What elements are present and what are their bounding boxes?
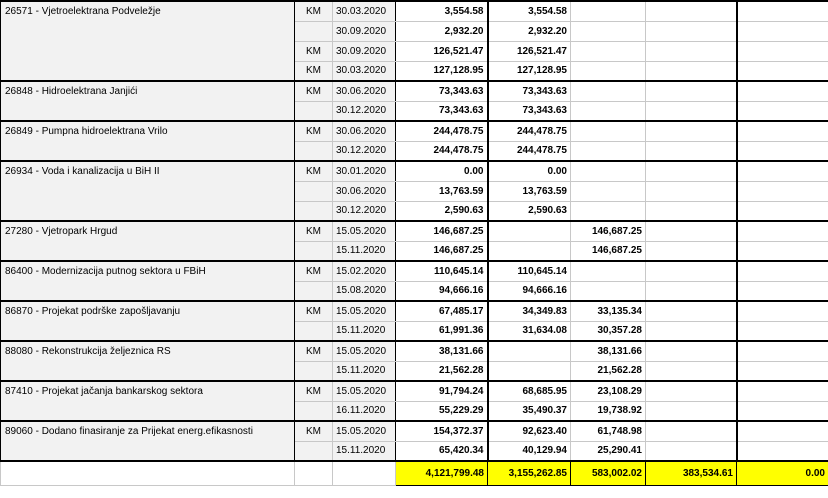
table-row — [1, 301, 828, 321]
total-installment-cell[interactable]: 91,794.24 — [396, 381, 488, 401]
principal-cell[interactable] — [488, 241, 571, 261]
total-installment-cell[interactable]: 3,554.58 — [396, 1, 488, 21]
column-4-cell[interactable] — [646, 401, 737, 421]
column-4-cell[interactable] — [646, 341, 737, 361]
total-installment-cell[interactable]: 146,687.25 — [396, 241, 488, 261]
total-installment-cell[interactable]: 126,521.47 — [396, 41, 488, 61]
project-name-cell[interactable]: 26934 - Voda i kanalizacija u BiH II — [1, 161, 295, 221]
due-date-cell[interactable]: 30.03.2020 — [333, 61, 396, 81]
due-date-cell[interactable]: 15.02.2020 — [333, 261, 396, 281]
column-5-cell[interactable] — [737, 41, 828, 61]
column-5-cell[interactable] — [737, 61, 828, 81]
interest-cell[interactable] — [571, 141, 646, 161]
column-5-cell[interactable] — [737, 441, 828, 461]
principal-cell[interactable]: 110,645.14 — [488, 261, 571, 281]
column-4-cell[interactable] — [646, 61, 737, 81]
total-installment-cell[interactable]: 0.00 — [396, 161, 488, 181]
project-name-cell[interactable]: 89060 - Dodano finasiranje za Prijekat energ.efikasnosti — [1, 421, 295, 461]
principal-cell[interactable]: 94,666.16 — [488, 281, 571, 301]
due-date-cell[interactable]: 15.05.2020 — [333, 341, 396, 361]
currency-cell[interactable]: KM — [295, 121, 333, 141]
column-5-cell[interactable] — [737, 161, 828, 181]
total-installment-cell[interactable]: 21,562.28 — [396, 361, 488, 381]
currency-cell[interactable]: KM — [295, 381, 333, 401]
table-row — [1, 261, 828, 281]
interest-cell[interactable]: 38,131.66 — [571, 341, 646, 361]
principal-cell[interactable]: 73,343.63 — [488, 101, 571, 121]
principal-cell[interactable]: 92,623.40 — [488, 421, 571, 441]
due-date-cell[interactable]: 15.11.2020 — [333, 361, 396, 381]
column-5-cell[interactable] — [737, 81, 828, 101]
interest-cell[interactable]: 25,290.41 — [571, 441, 646, 461]
currency-cell[interactable] — [295, 141, 333, 161]
total-v5-cell[interactable]: 0.00 — [737, 461, 828, 485]
total-v2-cell[interactable]: 3,155,262.85 — [488, 461, 571, 485]
principal-cell[interactable]: 31,634.08 — [488, 321, 571, 341]
currency-cell[interactable] — [295, 181, 333, 201]
total-installment-cell[interactable]: 154,372.37 — [396, 421, 488, 441]
column-4-cell[interactable] — [646, 221, 737, 241]
currency-cell[interactable] — [295, 201, 333, 221]
column-5-cell[interactable] — [737, 221, 828, 241]
currency-cell[interactable]: KM — [295, 1, 333, 21]
due-date-cell[interactable]: 30.09.2020 — [333, 41, 396, 61]
total-installment-cell[interactable]: 13,763.59 — [396, 181, 488, 201]
principal-cell[interactable]: 68,685.95 — [488, 381, 571, 401]
currency-cell[interactable] — [295, 281, 333, 301]
totals-empty-cell[interactable] — [333, 461, 396, 485]
table-row — [1, 161, 828, 181]
principal-cell[interactable]: 2,932.20 — [488, 21, 571, 41]
interest-cell[interactable] — [571, 1, 646, 21]
principal-cell[interactable]: 244,478.75 — [488, 121, 571, 141]
currency-cell[interactable]: KM — [295, 301, 333, 321]
column-4-cell[interactable] — [646, 241, 737, 261]
table-row — [1, 121, 828, 141]
interest-cell[interactable]: 61,748.98 — [571, 421, 646, 441]
project-name-cell[interactable]: 26849 - Pumpna hidroelektrana Vrilo — [1, 121, 295, 161]
due-date-cell[interactable]: 30.12.2020 — [333, 101, 396, 121]
interest-cell[interactable] — [571, 21, 646, 41]
interest-cell[interactable]: 33,135.34 — [571, 301, 646, 321]
project-name-cell[interactable]: 87410 - Projekat jačanja bankarskog sektora — [1, 381, 295, 421]
total-installment-cell[interactable]: 73,343.63 — [396, 81, 488, 101]
total-installment-cell[interactable]: 67,485.17 — [396, 301, 488, 321]
due-date-cell[interactable]: 16.11.2020 — [333, 401, 396, 421]
interest-cell[interactable]: 146,687.25 — [571, 241, 646, 261]
total-installment-cell[interactable]: 61,991.36 — [396, 321, 488, 341]
column-4-cell[interactable] — [646, 421, 737, 441]
currency-cell[interactable] — [295, 401, 333, 421]
due-date-cell[interactable]: 30.09.2020 — [333, 21, 396, 41]
due-date-cell[interactable]: 30.03.2020 — [333, 1, 396, 21]
interest-cell[interactable] — [571, 161, 646, 181]
currency-cell[interactable]: KM — [295, 41, 333, 61]
currency-cell[interactable]: KM — [295, 421, 333, 441]
total-installment-cell[interactable]: 55,229.29 — [396, 401, 488, 421]
project-name-cell[interactable]: 88080 - Rekonstrukcija željeznica RS — [1, 341, 295, 381]
currency-cell[interactable]: KM — [295, 261, 333, 281]
interest-cell[interactable]: 23,108.29 — [571, 381, 646, 401]
column-4-cell[interactable] — [646, 161, 737, 181]
column-5-cell[interactable] — [737, 341, 828, 361]
currency-cell[interactable] — [295, 441, 333, 461]
table-row — [1, 341, 828, 361]
principal-cell[interactable]: 35,490.37 — [488, 401, 571, 421]
totals-empty-cell[interactable] — [1, 461, 295, 485]
interest-cell[interactable] — [571, 121, 646, 141]
principal-cell[interactable]: 127,128.95 — [488, 61, 571, 81]
totals-empty-cell[interactable] — [295, 461, 333, 485]
column-5-cell[interactable] — [737, 121, 828, 141]
interest-cell[interactable] — [571, 201, 646, 221]
principal-cell[interactable]: 34,349.83 — [488, 301, 571, 321]
project-name-cell[interactable]: 27280 - Vjetropark Hrgud — [1, 221, 295, 261]
principal-cell[interactable]: 244,478.75 — [488, 141, 571, 161]
due-date-cell[interactable]: 15.05.2020 — [333, 301, 396, 321]
principal-cell[interactable]: 126,521.47 — [488, 41, 571, 61]
total-v1-cell[interactable]: 4,121,799.48 — [396, 461, 488, 485]
column-5-cell[interactable] — [737, 141, 828, 161]
currency-cell[interactable]: KM — [295, 161, 333, 181]
principal-cell[interactable] — [488, 341, 571, 361]
due-date-cell[interactable]: 15.08.2020 — [333, 281, 396, 301]
principal-cell[interactable] — [488, 361, 571, 381]
column-5-cell[interactable] — [737, 101, 828, 121]
column-5-cell[interactable] — [737, 401, 828, 421]
interest-cell[interactable] — [571, 261, 646, 281]
total-installment-cell[interactable]: 94,666.16 — [396, 281, 488, 301]
column-5-cell[interactable] — [737, 21, 828, 41]
due-date-cell[interactable]: 30.01.2020 — [333, 161, 396, 181]
due-date-cell[interactable]: 15.11.2020 — [333, 241, 396, 261]
table-row — [1, 221, 828, 241]
currency-cell[interactable]: KM — [295, 61, 333, 81]
currency-cell[interactable] — [295, 101, 333, 121]
column-4-cell[interactable] — [646, 321, 737, 341]
due-date-cell[interactable]: 30.12.2020 — [333, 201, 396, 221]
principal-cell[interactable]: 13,763.59 — [488, 181, 571, 201]
principal-cell[interactable] — [488, 221, 571, 241]
table-row — [1, 81, 828, 101]
column-4-cell[interactable] — [646, 381, 737, 401]
due-date-cell[interactable]: 30.06.2020 — [333, 81, 396, 101]
total-installment-cell[interactable]: 73,343.63 — [396, 101, 488, 121]
currency-cell[interactable] — [295, 241, 333, 261]
total-installment-cell[interactable]: 65,420.34 — [396, 441, 488, 461]
table-row — [1, 1, 828, 21]
currency-cell[interactable]: KM — [295, 341, 333, 361]
interest-cell[interactable] — [571, 81, 646, 101]
column-4-cell[interactable] — [646, 201, 737, 221]
due-date-cell[interactable]: 15.05.2020 — [333, 221, 396, 241]
interest-cell[interactable]: 19,738.92 — [571, 401, 646, 421]
column-5-cell[interactable] — [737, 281, 828, 301]
total-installment-cell[interactable]: 2,590.63 — [396, 201, 488, 221]
interest-cell[interactable] — [571, 61, 646, 81]
total-installment-cell[interactable]: 244,478.75 — [396, 121, 488, 141]
column-5-cell[interactable] — [737, 381, 828, 401]
column-5-cell[interactable] — [737, 181, 828, 201]
column-4-cell[interactable] — [646, 181, 737, 201]
total-v3-cell[interactable]: 583,002.02 — [571, 461, 646, 485]
due-date-cell[interactable]: 15.05.2020 — [333, 421, 396, 441]
column-5-cell[interactable] — [737, 1, 828, 21]
column-5-cell[interactable] — [737, 361, 828, 381]
column-4-cell[interactable] — [646, 441, 737, 461]
column-5-cell[interactable] — [737, 241, 828, 261]
principal-cell[interactable]: 2,590.63 — [488, 201, 571, 221]
principal-cell[interactable]: 3,554.58 — [488, 1, 571, 21]
currency-cell[interactable] — [295, 21, 333, 41]
column-5-cell[interactable] — [737, 201, 828, 221]
project-name-cell[interactable]: 26848 - Hidroelektrana Janjići — [1, 81, 295, 121]
currency-cell[interactable]: KM — [295, 221, 333, 241]
column-5-cell[interactable] — [737, 321, 828, 341]
due-date-cell[interactable]: 15.05.2020 — [333, 381, 396, 401]
due-date-cell[interactable]: 30.12.2020 — [333, 141, 396, 161]
total-installment-cell[interactable]: 38,131.66 — [396, 341, 488, 361]
currency-cell[interactable]: KM — [295, 81, 333, 101]
column-5-cell[interactable] — [737, 421, 828, 441]
principal-cell[interactable]: 73,343.63 — [488, 81, 571, 101]
project-name-cell[interactable]: 26571 - Vjetroelektrana Podveležje — [1, 1, 295, 81]
total-installment-cell[interactable]: 146,687.25 — [396, 221, 488, 241]
column-4-cell[interactable] — [646, 361, 737, 381]
column-5-cell[interactable] — [737, 261, 828, 281]
column-4-cell[interactable] — [646, 101, 737, 121]
due-date-cell[interactable]: 30.06.2020 — [333, 181, 396, 201]
column-4-cell[interactable] — [646, 1, 737, 21]
column-4-cell[interactable] — [646, 21, 737, 41]
project-name-cell[interactable]: 86400 - Modernizacija putnog sektora u FBiH — [1, 261, 295, 301]
table-row — [1, 381, 828, 401]
column-4-cell[interactable] — [646, 301, 737, 321]
column-4-cell[interactable] — [646, 281, 737, 301]
currency-cell[interactable] — [295, 321, 333, 341]
currency-cell[interactable] — [295, 361, 333, 381]
column-4-cell[interactable] — [646, 141, 737, 161]
due-date-cell[interactable]: 15.11.2020 — [333, 441, 396, 461]
table-row — [1, 421, 828, 441]
interest-cell[interactable] — [571, 41, 646, 61]
interest-cell[interactable]: 30,357.28 — [571, 321, 646, 341]
due-date-cell[interactable]: 30.06.2020 — [333, 121, 396, 141]
due-date-cell[interactable]: 15.11.2020 — [333, 321, 396, 341]
column-4-cell[interactable] — [646, 81, 737, 101]
project-name-cell[interactable]: 86870 - Projekat podrške zapošljavanju — [1, 301, 295, 341]
total-v4-cell[interactable]: 383,534.61 — [646, 461, 737, 485]
interest-cell[interactable] — [571, 281, 646, 301]
column-4-cell[interactable] — [646, 121, 737, 141]
total-installment-cell[interactable]: 2,932.20 — [396, 21, 488, 41]
column-4-cell[interactable] — [646, 41, 737, 61]
column-5-cell[interactable] — [737, 301, 828, 321]
interest-cell[interactable]: 146,687.25 — [571, 221, 646, 241]
total-installment-cell[interactable]: 110,645.14 — [396, 261, 488, 281]
column-4-cell[interactable] — [646, 261, 737, 281]
totals-row — [1, 461, 828, 485]
interest-cell[interactable]: 21,562.28 — [571, 361, 646, 381]
interest-cell[interactable] — [571, 181, 646, 201]
interest-cell[interactable] — [571, 101, 646, 121]
principal-cell[interactable]: 0.00 — [488, 161, 571, 181]
principal-cell[interactable]: 40,129.94 — [488, 441, 571, 461]
total-installment-cell[interactable]: 127,128.95 — [396, 61, 488, 81]
total-installment-cell[interactable]: 244,478.75 — [396, 141, 488, 161]
